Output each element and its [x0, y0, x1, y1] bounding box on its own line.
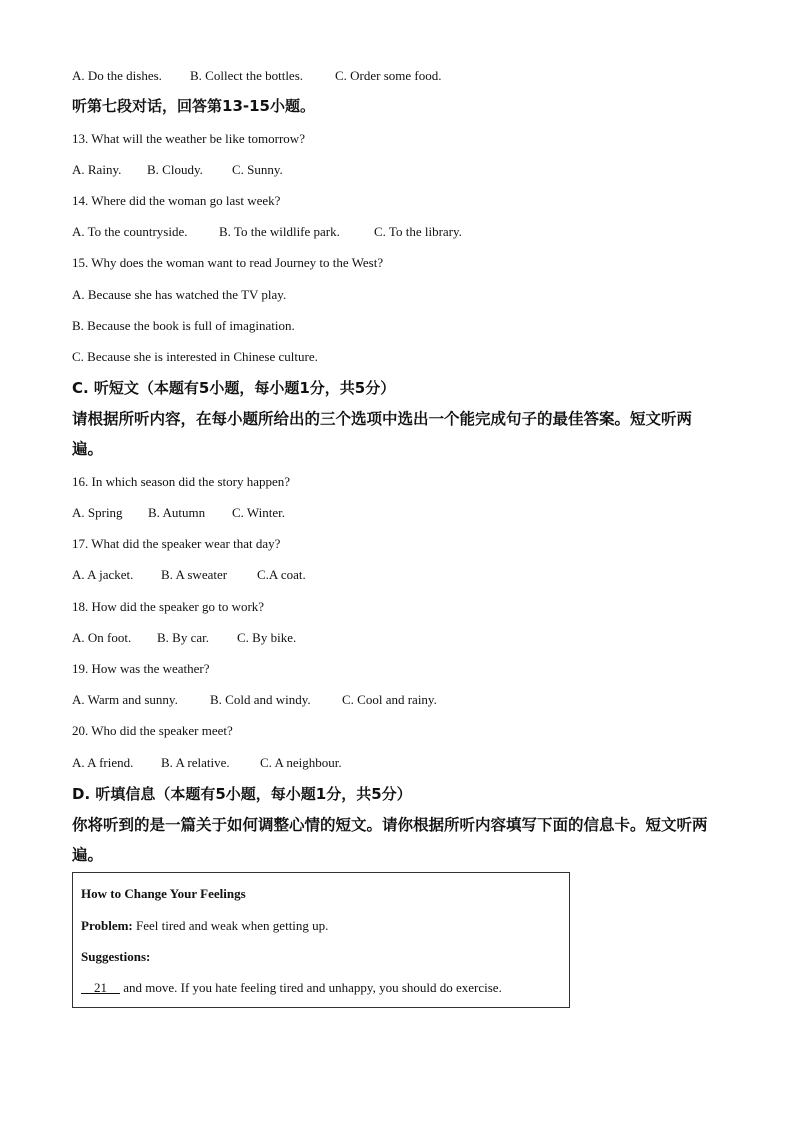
q14-question: 14. Where did the woman go last week?: [72, 193, 281, 208]
q12-option-a: A. Do the dishes.: [72, 68, 162, 83]
q14-option-c: C. To the library.: [374, 224, 462, 239]
q17-option-c: C.A coat.: [257, 567, 306, 582]
q12-option-b: B. Collect the bottles.: [190, 68, 304, 83]
q19-option-b: B. Cold and windy.: [210, 692, 311, 707]
q14-option-b: B. To the wildlife park.: [219, 224, 340, 239]
q20-option-b: B. A relative.: [161, 755, 230, 770]
q16-option-c: C. Winter.: [232, 505, 286, 520]
q18-option-a: A. On foot.: [72, 630, 132, 645]
q16-question: 16. In which season did the story happen?: [72, 474, 291, 489]
q16-option-a: A. Spring: [72, 505, 123, 520]
info-card-title: [81, 885, 246, 903]
q13-option-b: B. Cloudy.: [147, 162, 203, 177]
q17-question: 17. What did the speaker wear that day?: [72, 536, 281, 551]
suggestions-label: Suggestions:: [81, 949, 151, 964]
q18-option-c: C. By bike.: [237, 630, 297, 645]
section-c-heading: C. 听短文（本题有5小题，每小题1分，共5分）: [72, 379, 396, 397]
q13-question: 13. What will the weather be like tomorrow?: [72, 131, 305, 146]
info-card-suggestions-label: [81, 948, 150, 966]
q16-option-b: B. Autumn: [148, 505, 206, 520]
info-card: [72, 872, 570, 1008]
section-dialogue-7-heading: 听第七段对话，回答第13-15小题。: [72, 97, 315, 115]
answer-blank-21[interactable]: 21: [81, 980, 120, 995]
q18-question: 18. How did the speaker go to work?: [72, 599, 265, 614]
suggestion-text: and move. If you hate feeling tired and unhappy, you should do exercise.: [120, 980, 502, 995]
info-card-problem: [81, 917, 328, 935]
q15-option-b: B. Because the book is full of imagination.: [72, 318, 295, 333]
q13-option-c: C. Sunny.: [232, 162, 283, 177]
section-d-heading: D. 听填信息（本题有5小题，每小题1分，共5分）: [72, 785, 412, 803]
info-card-title-text: How to Change Your Feelings: [81, 886, 246, 901]
q19-question: 19. How was the weather?: [72, 661, 210, 676]
q18-option-b: B. By car.: [157, 630, 209, 645]
problem-label: Problem:: [81, 918, 133, 933]
q15-option-a: A. Because she has watched the TV play.: [72, 287, 287, 302]
q13-option-a: A. Rainy.: [72, 162, 122, 177]
problem-text: Feel tired and weak when getting up.: [132, 918, 329, 933]
q14-option-a: A. To the countryside.: [72, 224, 188, 239]
q15-question: 15. Why does the woman want to read Journey to the West?: [72, 255, 384, 270]
q17-option-b: B. A sweater: [161, 567, 228, 582]
info-card-suggestion-line: [81, 979, 502, 997]
q19-option-a: A. Warm and sunny.: [72, 692, 178, 707]
section-d-instruction: 你将听到的是一篇关于如何调整心情的短文。请你根据所听内容填写下面的信息卡。短文听两遍。: [72, 816, 708, 864]
q20-question: 20. Who did the speaker meet?: [72, 723, 233, 738]
q17-option-a: A. A jacket.: [72, 567, 134, 582]
q20-option-a: A. A friend.: [72, 755, 134, 770]
section-c-instruction: 请根据所听内容，在每小题所给出的三个选项中选出一个能完成句子的最佳答案。短文听两遍。: [72, 410, 693, 458]
q15-option-c: C. Because she is interested in Chinese culture.: [72, 349, 318, 364]
q12-option-c: C. Order some food.: [335, 68, 442, 83]
q19-option-c: C. Cool and rainy.: [342, 692, 437, 707]
q20-option-c: C. A neighbour.: [260, 755, 342, 770]
